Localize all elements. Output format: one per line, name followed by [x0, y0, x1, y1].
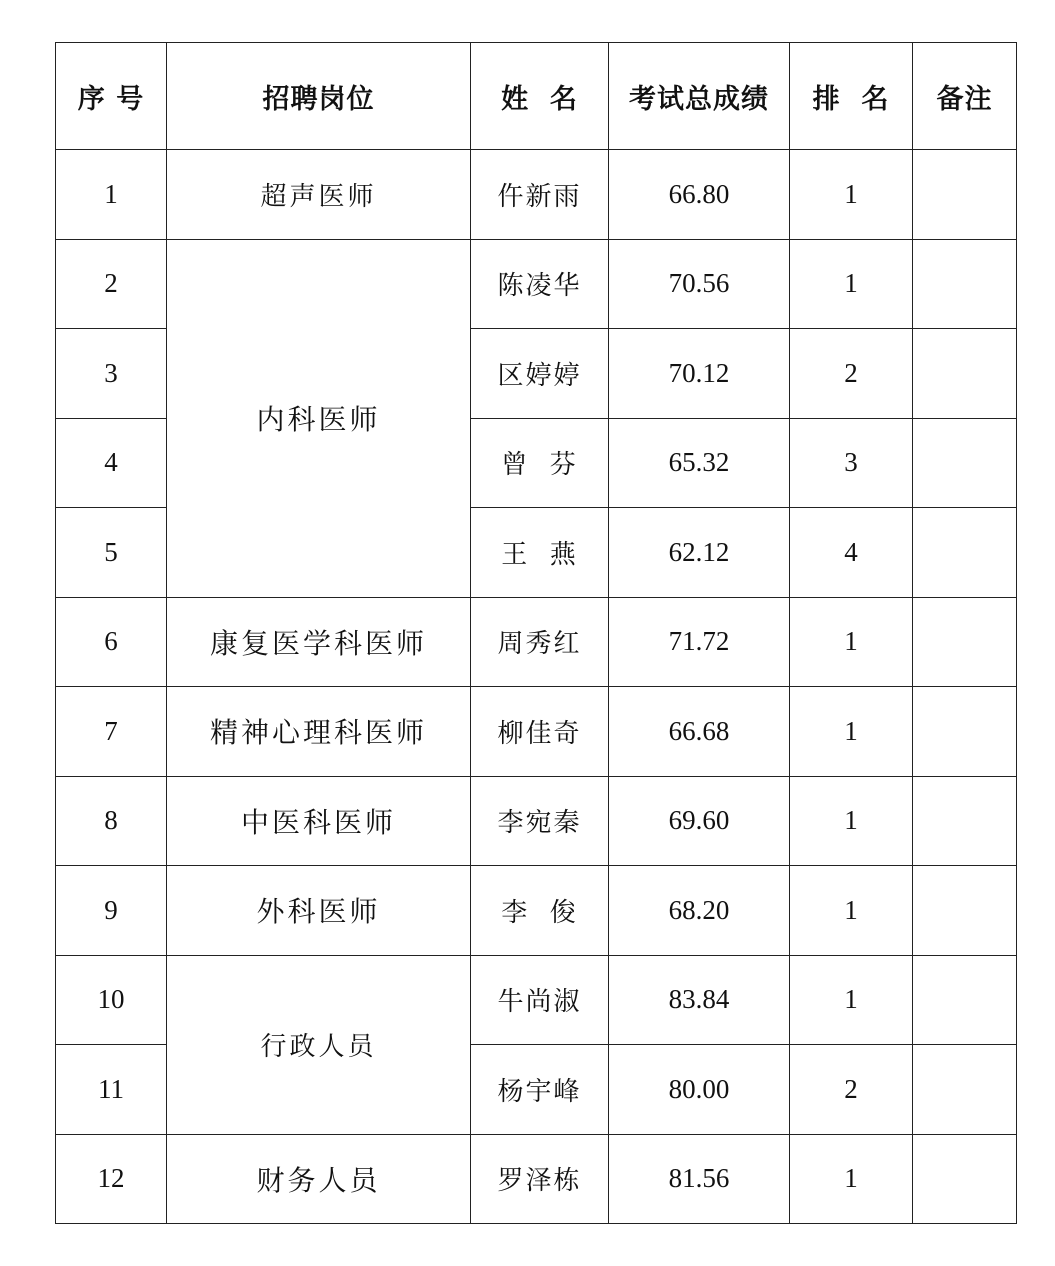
cell-note — [913, 597, 1017, 687]
cell-seq: 12 — [56, 1134, 167, 1224]
header-name: 姓 名 — [471, 43, 609, 150]
cell-score: 81.56 — [609, 1134, 790, 1224]
cell-rank: 1 — [790, 597, 913, 687]
cell-score: 66.80 — [609, 150, 790, 240]
cell-rank: 2 — [790, 329, 913, 419]
cell-seq: 9 — [56, 866, 167, 956]
results-table — [55, 42, 1017, 1224]
cell-post: 外科医师 — [167, 866, 471, 956]
cell-rank: 1 — [790, 866, 913, 956]
table-row — [56, 597, 1017, 687]
header-row — [56, 43, 1017, 150]
cell-note — [913, 955, 1017, 1045]
table-row — [56, 687, 1017, 777]
cell-score: 68.20 — [609, 866, 790, 956]
cell-score: 80.00 — [609, 1045, 790, 1135]
cell-rank: 1 — [790, 687, 913, 777]
cell-rank: 4 — [790, 508, 913, 598]
cell-name: 陈凌华 — [471, 239, 609, 329]
cell-seq: 3 — [56, 329, 167, 419]
cell-seq: 5 — [56, 508, 167, 598]
cell-post: 内科医师 — [167, 239, 471, 597]
cell-note — [913, 418, 1017, 508]
table-row — [56, 866, 1017, 956]
cell-note — [913, 776, 1017, 866]
table-row — [56, 776, 1017, 866]
cell-rank: 1 — [790, 239, 913, 329]
cell-note — [913, 508, 1017, 598]
cell-score: 71.72 — [609, 597, 790, 687]
cell-note — [913, 329, 1017, 419]
cell-rank: 3 — [790, 418, 913, 508]
cell-seq: 11 — [56, 1045, 167, 1135]
header-note: 备注 — [913, 43, 1017, 150]
cell-score: 66.68 — [609, 687, 790, 777]
cell-seq: 1 — [56, 150, 167, 240]
cell-seq: 4 — [56, 418, 167, 508]
cell-score: 65.32 — [609, 418, 790, 508]
cell-name: 区婷婷 — [471, 329, 609, 419]
cell-seq: 10 — [56, 955, 167, 1045]
cell-note — [913, 150, 1017, 240]
cell-rank: 2 — [790, 1045, 913, 1135]
header-rank: 排 名 — [790, 43, 913, 150]
cell-rank: 1 — [790, 776, 913, 866]
cell-post: 精神心理科医师 — [167, 687, 471, 777]
cell-name: 罗泽栋 — [471, 1134, 609, 1224]
table-row — [56, 955, 1017, 1045]
cell-seq: 7 — [56, 687, 167, 777]
cell-name: 周秀红 — [471, 597, 609, 687]
cell-rank: 1 — [790, 955, 913, 1045]
table-row — [56, 239, 1017, 329]
cell-note — [913, 239, 1017, 329]
cell-rank: 1 — [790, 150, 913, 240]
cell-post: 中医科医师 — [167, 776, 471, 866]
table-row — [56, 150, 1017, 240]
cell-name: 李宛秦 — [471, 776, 609, 866]
header-post: 招聘岗位 — [167, 43, 471, 150]
header-score: 考试总成绩 — [609, 43, 790, 150]
cell-score: 70.56 — [609, 239, 790, 329]
cell-note — [913, 866, 1017, 956]
cell-name: 曾 芬 — [471, 418, 609, 508]
cell-seq: 2 — [56, 239, 167, 329]
cell-name: 杨宇峰 — [471, 1045, 609, 1135]
cell-name: 仵新雨 — [471, 150, 609, 240]
cell-post: 康复医学科医师 — [167, 597, 471, 687]
cell-name: 柳佳奇 — [471, 687, 609, 777]
cell-note — [913, 687, 1017, 777]
cell-name: 牛尚淑 — [471, 955, 609, 1045]
cell-score: 69.60 — [609, 776, 790, 866]
header-seq: 序 号 — [56, 43, 167, 150]
cell-note — [913, 1045, 1017, 1135]
cell-score: 83.84 — [609, 955, 790, 1045]
cell-name: 李 俊 — [471, 866, 609, 956]
cell-score: 70.12 — [609, 329, 790, 419]
cell-post: 行政人员 — [167, 955, 471, 1134]
table-row — [56, 1134, 1017, 1224]
cell-post: 超声医师 — [167, 150, 471, 240]
cell-rank: 1 — [790, 1134, 913, 1224]
cell-post: 财务人员 — [167, 1134, 471, 1224]
cell-seq: 8 — [56, 776, 167, 866]
cell-seq: 6 — [56, 597, 167, 687]
cell-name: 王 燕 — [471, 508, 609, 598]
cell-score: 62.12 — [609, 508, 790, 598]
cell-note — [913, 1134, 1017, 1224]
